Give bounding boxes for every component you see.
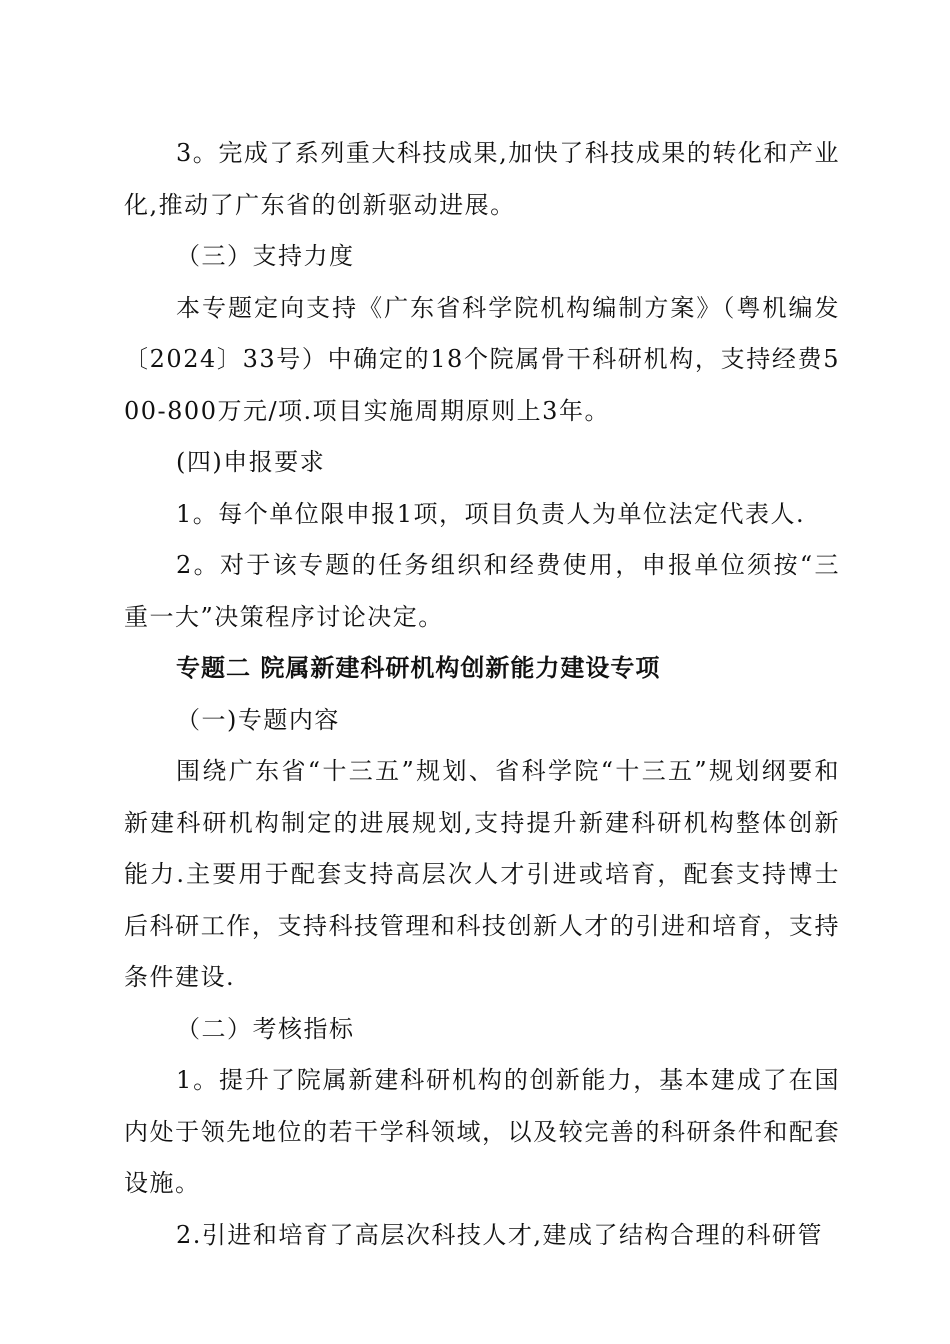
paragraph-outcome-3: 3。完成了系列重大科技成果,加快了科技成果的转化和产业化,推动了广东省的创新驱动进展。 [124, 139, 840, 219]
paragraph-requirement-1: 1。每个单位限申报1项，项目负责人为单位法定代表人. [176, 499, 806, 528]
document-body [124, 128, 840, 1261]
section-heading-support-strength: （三）支持力度 [176, 242, 355, 270]
paragraph-indicator-2: 2.引进和培育了高层次科技人才,建成了结构合理的科研管 [176, 1220, 824, 1249]
paragraph-indicator-1: 1。提升了院属新建科研机构的创新能力，基本建成了在国内处于领先地位的若干学科领域，以及较完善的科研条件和配套设施。 [124, 1066, 840, 1197]
paragraph-requirement-2: 2。对于该专题的任务组织和经费使用，申报单位须按“三重一大”决策程序讨论决定。 [124, 551, 840, 631]
topic-two-title: 专题二 院属新建科研机构创新能力建设专项 [176, 654, 661, 682]
section-heading-assessment-indicators: （二）考核指标 [176, 1014, 355, 1043]
section-heading-application-requirements: (四)申报要求 [176, 448, 326, 476]
paragraph-topic-content: 围绕广东省“十三五”规划、省科学院“十三五”规划纲要和新建科研机构制定的进展规划,支持提升新建科研机构整体创新能力.主要用于配套支持高层次人才引进或培育，配套支持博士后科研工作，支持科技管理和科技创新人才的引进和培育，支持条件建设. [124, 757, 840, 991]
section-heading-topic-content: （一)专题内容 [176, 705, 340, 734]
paragraph-support-details: 本专题定向支持《广东省科学院机构编制方案》（粤机编发〔2024〕33号）中确定的18个院属骨干科研机构，支持经费500-800万元/项.项目实施周期原则上3年。 [124, 293, 840, 425]
